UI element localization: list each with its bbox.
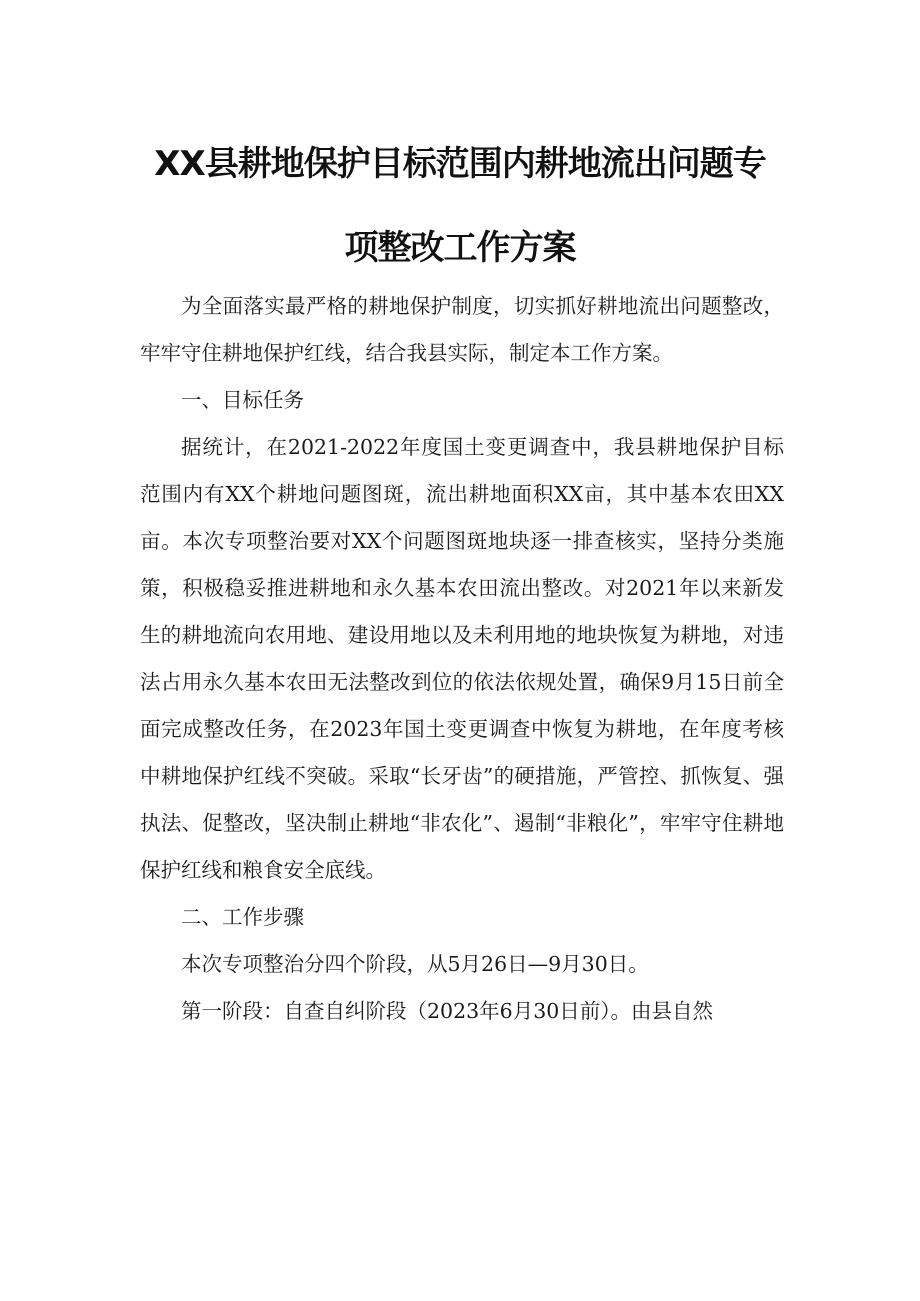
goals-paragraph: 据统计，在2021-2022年度国土变更调查中，我县耕地保护目标范围内有XX个耕地问题图斑，流出耕地面积XX亩，其中基本农田XX亩。本次专项整治要对XX个问题图斑地块逐一排查核实，坚持分类施策，积极稳妥推进耕地和永久基本农田流出整改。对2021年以来新发生的耕地流向农用地、建设用地以及未利用地的地块恢复为耕地，对违法占用永久基本农田无法整改到位的依法依规处置，确保9月15日前全面完成整改任务，在2023年国土变更调查中恢复为耕地，在年度考核中耕地保护红线不突破。采取“长牙齿”的硬措施，严管控、抓恢复、强执法、促整改，坚决制止耕地“非农化”、遏制“非粮化”，牢牢守住耕地保护红线和粮食安全底线。: [140, 435, 784, 882]
intro-paragraph: 为全面落实最严格的耕地保护制度，切实抓好耕地流出问题整改，牢牢守住耕地保护红线，结合我县实际，制定本工作方案。: [140, 294, 784, 365]
document-title-line-2: 项整改工作方案: [344, 228, 576, 268]
section-heading-steps: 二、工作步骤: [181, 905, 304, 929]
stage-one-paragraph: 第一阶段：自查自纠阶段（2023年6月30日前）。由县自然: [181, 999, 714, 1023]
document-title-line-1: XX县耕地保护目标范围内耕地流出问题专: [154, 144, 766, 184]
steps-intro-paragraph: 本次专项整治分四个阶段，从5月26日—9月30日。: [181, 952, 649, 976]
document-body: [140, 283, 784, 1035]
section-heading-goals: 一、目标任务: [181, 388, 304, 412]
